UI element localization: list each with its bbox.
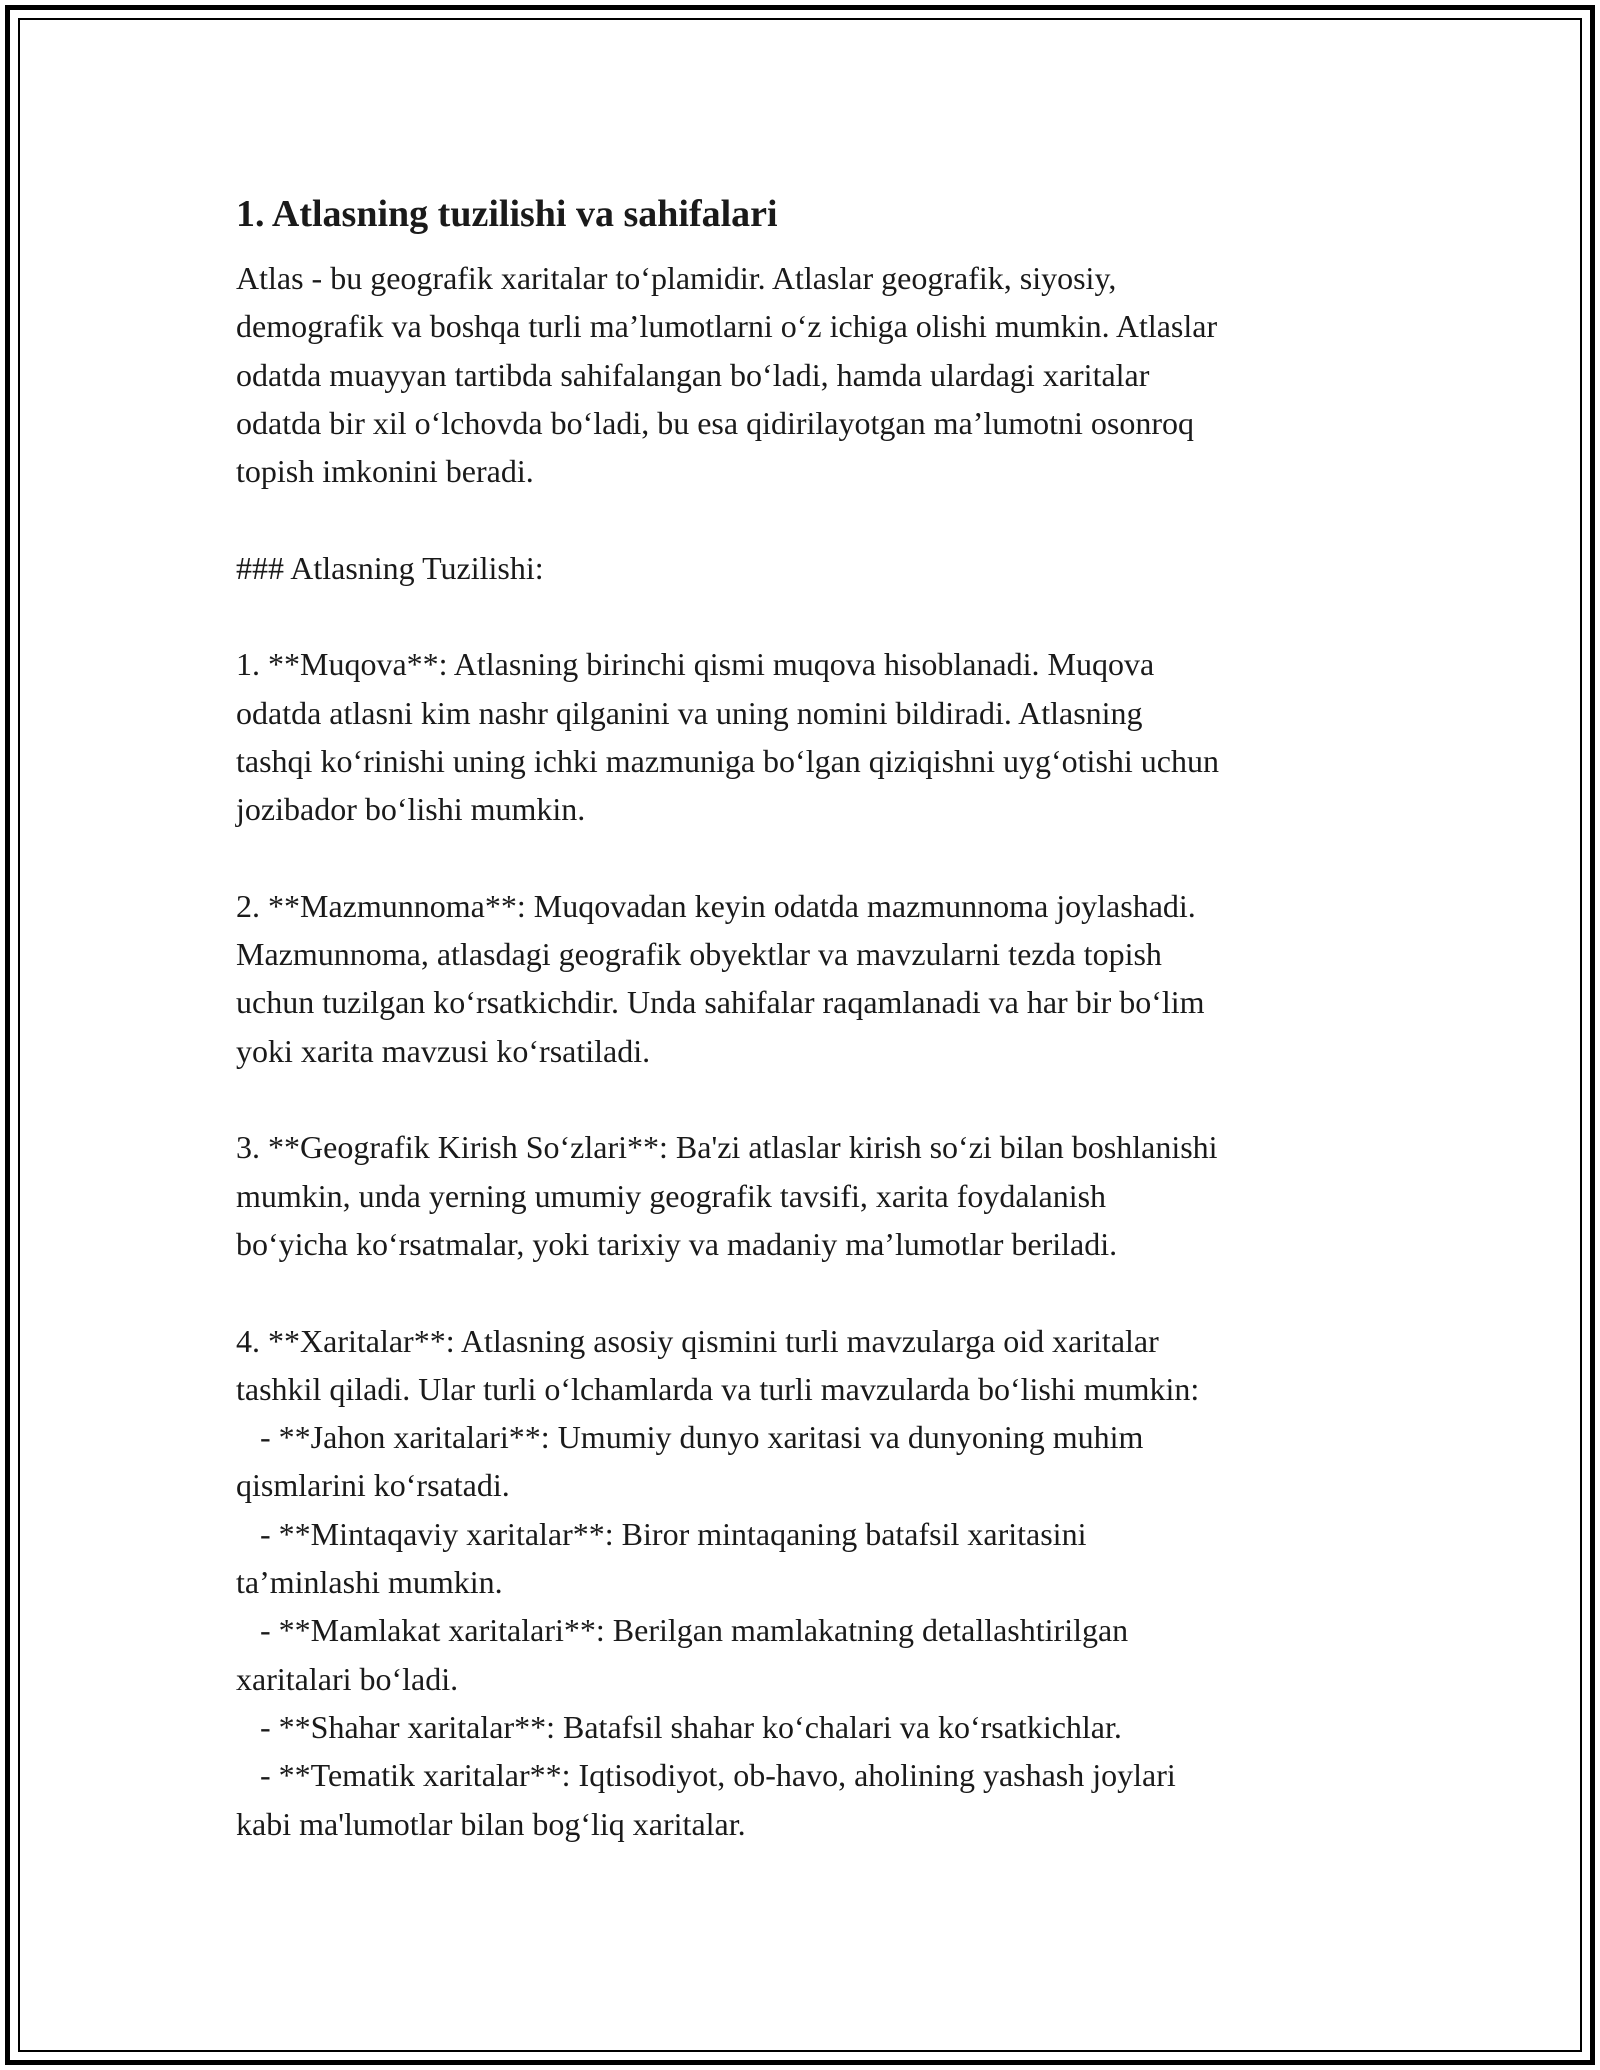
text-line: topish imkonini beradi. [236,453,534,490]
list-item-mazmunnoma [236,882,1416,1075]
text-line: 2. **Mazmunnoma**: Muqovadan keyin odatda mazmunnoma joylashadi. [236,887,1196,924]
text-line: Atlas - bu geografik xaritalar to‘plamidir. Atlaslar geografik, siyosiy, [236,260,1117,296]
text-line: 1. **Muqova**: Atlasning birinchi qismi muqova hisoblanadi. Muqova [236,646,1155,683]
text-line: kabi ma'lumotlar bilan bog‘liq xaritalar. [236,1805,746,1842]
document-title: 1. Atlasning tuzilishi va sahifalari [236,193,778,235]
text-line: jozibador bo‘lishi mumkin. [236,791,586,828]
list-item-kirish-sozlari [236,1123,1416,1268]
text-line: - **Tematik xaritalar**: Iqtisodiyot, ob-havo, aholining yashash joylari [236,1757,1176,1794]
text-line: ta’minlashi mumkin. [236,1564,503,1601]
text-line: - **Mamlakat xaritalari**: Berilgan mamlakatning detallashtirilgan [236,1612,1129,1649]
text-line: - **Shahar xaritalar**: Batafsil shahar ko‘chalari va ko‘rsatkichlar. [236,1708,1122,1745]
text-line: bo‘yicha ko‘rsatmalar, yoki tarixiy va madaniy ma’lumotlar beriladi. [236,1225,1118,1262]
text-line: 4. **Xaritalar**: Atlasning asosiy qismini turli mavzularga oid xaritalar [236,1322,1159,1359]
document-body [236,186,1416,1848]
text-line: mumkin, unda yerning umumiy geografik tavsifi, xarita foydalanish [236,1177,1107,1214]
text-line: 3. **Geografik Kirish So‘zlari**: Ba'zi atlaslar kirish so‘zi bilan boshlanishi [236,1129,1218,1166]
section-subheading: ### Atlasning Tuzilishi: [236,549,544,586]
blank-line [236,495,1416,543]
text-line: odatda bir xil o‘lchovda bo‘ladi, bu esa qidirilayotgan ma’lumotni osonroq [236,404,1195,441]
list-item-xaritalar [236,1317,1416,1848]
text-line: xaritalari bo‘ladi. [236,1660,459,1697]
intro-paragraph [236,254,1416,495]
text-line: - **Mintaqaviy xaritalar**: Biror mintaqaning batafsil xaritasini [236,1515,1087,1552]
text-line: tashkil qiladi. Ular turli o‘lchamlarda va turli mavzularda bo‘lishi mumkin: [236,1370,1200,1407]
list-item-muqova [236,640,1416,833]
blank-line [236,834,1416,882]
text-line: uchun tuzilgan ko‘rsatkichdir. Unda sahifalar raqamlanadi va har bir bo‘lim [236,984,1205,1021]
blank-line [236,1075,1416,1123]
text-line: - **Jahon xaritalari**: Umumiy dunyo xaritasi va dunyoning muhim [236,1419,1144,1456]
text-line: qismlarini ko‘rsatadi. [236,1467,510,1504]
text-line: tashqi ko‘rinishi uning ichki mazmuniga bo‘lgan qiziqishni uyg‘otishi uchun [236,742,1219,779]
text-line: odatda muayyan tartibda sahifalangan bo‘ladi, hamda ulardagi xaritalar [236,356,1150,393]
text-line: odatda atlasni kim nashr qilganini va uning nomini bildiradi. Atlasning [236,694,1143,731]
text-line: demografik va boshqa turli ma’lumotlarni o‘z ichiga olishi mumkin. Atlaslar [236,308,1218,345]
blank-line [236,592,1416,640]
text-line: yoki xarita mavzusi ko‘rsatiladi. [236,1032,651,1069]
text-line: Mazmunnoma, atlasdagi geografik obyektlar va mavzularni tezda topish [236,936,1162,973]
blank-line [236,1268,1416,1316]
